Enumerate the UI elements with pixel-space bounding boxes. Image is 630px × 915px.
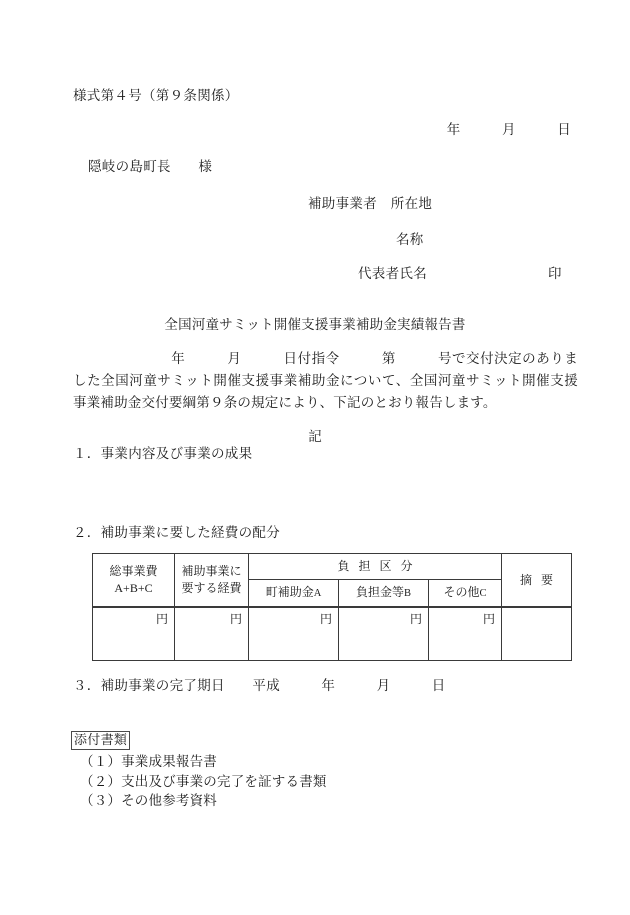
- cell-town-subsidy[interactable]: 円: [249, 607, 339, 661]
- subheader-town-subsidy-label: 町補助金: [265, 585, 314, 599]
- attachments-heading: 添付書類: [71, 731, 130, 750]
- header-total-cost: [93, 554, 175, 608]
- header-subsidy-cost-line2: 要する経費: [181, 581, 242, 595]
- subheader-contribution-label: 負担金等: [355, 585, 404, 599]
- date-line: 年 月 日: [446, 122, 571, 137]
- subheader-town-subsidy-code: A: [313, 588, 322, 599]
- addressee: 隠岐の島町長 様: [88, 159, 213, 174]
- header-total-cost-line2: A+B+C: [114, 581, 153, 595]
- cell-contribution[interactable]: 円: [339, 607, 429, 661]
- header-total-cost-line1: 総事業費: [109, 564, 158, 578]
- subheader-contribution-code: B: [404, 588, 412, 599]
- subheader-contribution: [339, 580, 429, 608]
- body-text: 年 月 日付指令 第 号で交付決定のありました全国河童サミット開催支援事業補助金について、全国河童サミット開催支援事業補助金交付要綱第９条の規定により、下記のとおり報告します。: [73, 351, 578, 410]
- cell-subsidy-cost[interactable]: 円: [175, 607, 249, 661]
- section-heading-1: １．事業内容及び事業の成果: [73, 446, 253, 461]
- ki-marker: 記: [308, 429, 322, 444]
- body-paragraph: [73, 348, 578, 414]
- subheader-other: [429, 580, 502, 608]
- applicant-representative-label: 代表者氏名: [358, 266, 427, 281]
- page-title: 全国河童サミット開催支援事業補助金実績報告書: [164, 317, 466, 332]
- subheader-other-code: C: [479, 588, 487, 599]
- seal-mark: 印: [548, 266, 562, 281]
- header-subsidy-cost: [175, 554, 249, 608]
- list-item: （２）支出及び事業の完了を証する書類: [80, 773, 327, 789]
- subheader-other-label: その他: [443, 585, 480, 599]
- section-heading-2: ２．補助事業に要した経費の配分: [73, 525, 280, 540]
- applicant-name-label: 名称: [396, 232, 424, 247]
- form-number: 様式第４号（第９条関係）: [73, 88, 239, 103]
- list-item: （１）事業成果報告書: [80, 754, 217, 769]
- subheader-town-subsidy: [249, 580, 339, 608]
- header-remarks: 摘要: [502, 554, 572, 608]
- body-indent: [73, 351, 171, 366]
- cell-remarks[interactable]: [502, 607, 572, 661]
- attachments-list: [80, 752, 327, 811]
- list-item: （３）その他参考資料: [80, 793, 217, 808]
- expense-allocation-table: [92, 553, 572, 661]
- table-header-row: [93, 554, 572, 580]
- cell-other[interactable]: 円: [429, 607, 502, 661]
- table-row: [93, 607, 572, 661]
- section-heading-3: ３．補助事業の完了期日 平成 年 月 日: [73, 678, 446, 693]
- header-burden-division: 負担区分: [249, 554, 502, 580]
- cell-total-cost[interactable]: 円: [93, 607, 175, 661]
- header-subsidy-cost-line1: 補助事業に: [181, 564, 242, 578]
- applicant-location-label: 補助事業者 所在地: [308, 196, 433, 211]
